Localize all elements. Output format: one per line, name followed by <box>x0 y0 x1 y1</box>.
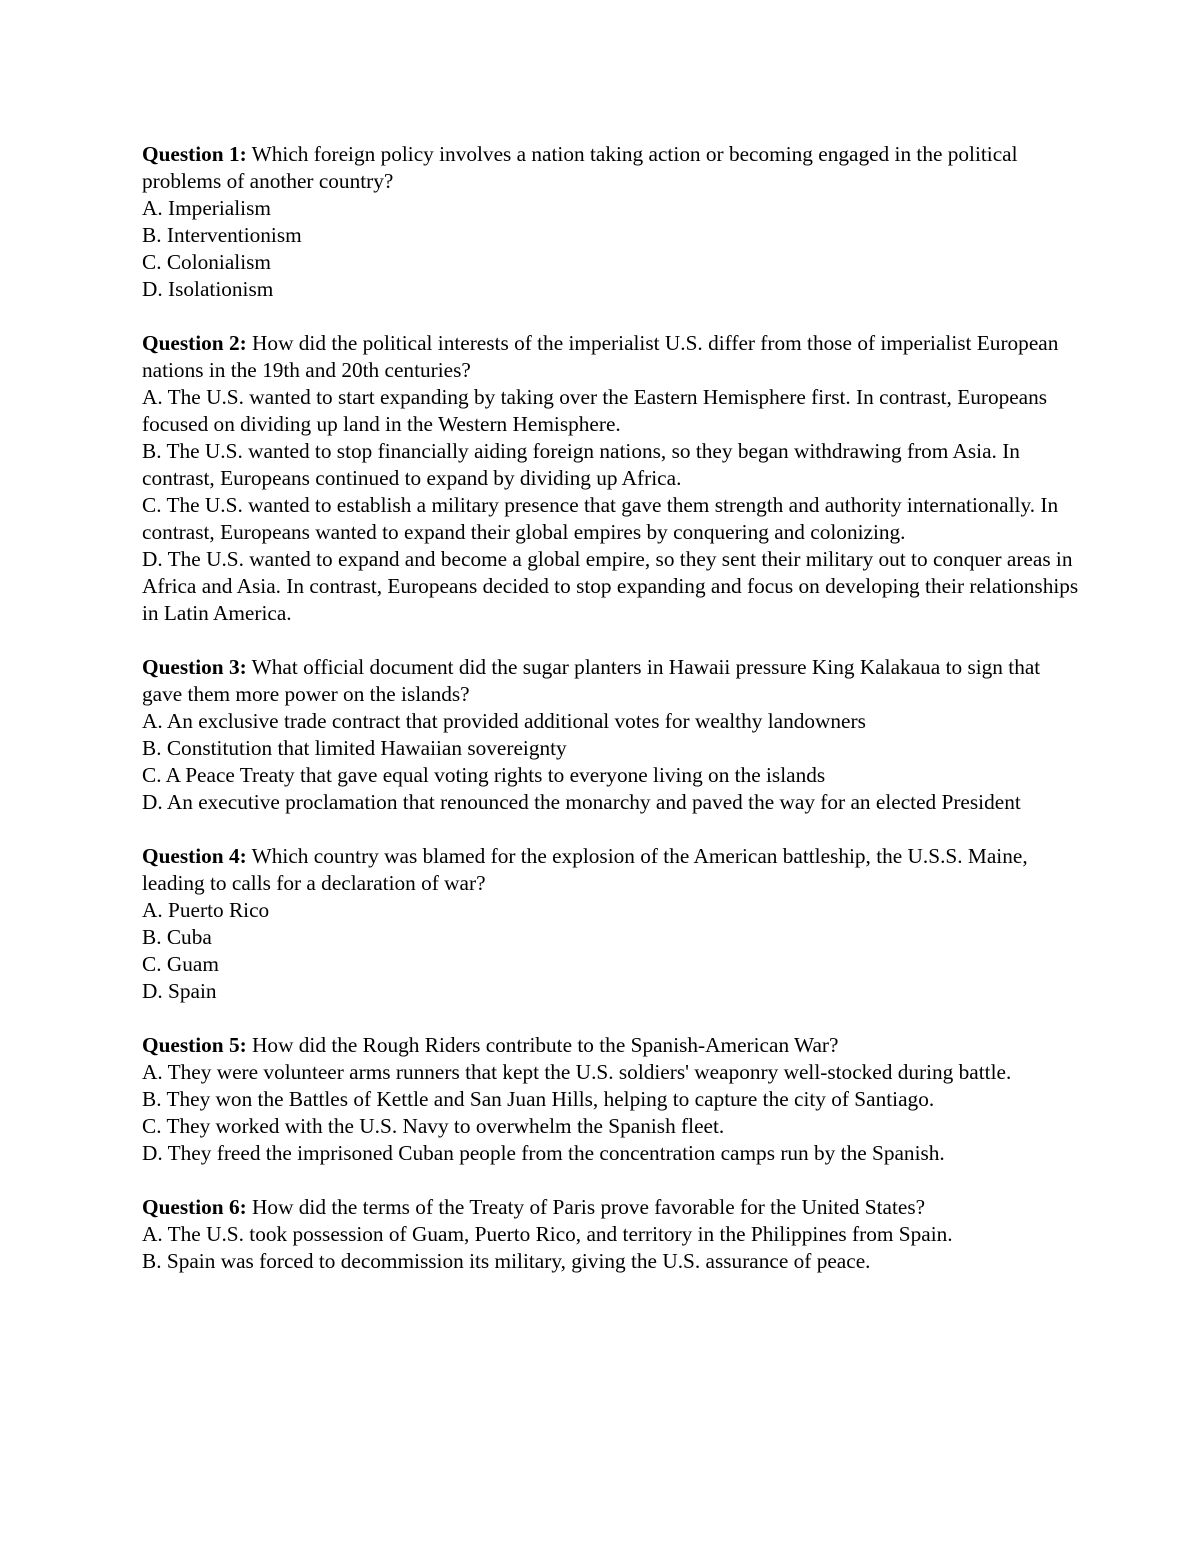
answer-option: B. Spain was forced to decommission its military, giving the U.S. assurance of peace. <box>142 1249 871 1273</box>
question-prompt <box>142 1194 1082 1221</box>
answer-option: C. They worked with the U.S. Navy to overwhelm the Spanish fleet. <box>142 1114 725 1138</box>
question-5 <box>142 1032 1082 1167</box>
document-page <box>142 141 1082 1302</box>
question-prompt <box>142 330 1082 384</box>
question-1 <box>142 141 1082 303</box>
answer-option: D. The U.S. wanted to expand and become a global empire, so they sent their military out to conquer areas in Africa and Asia. In contrast, Europeans decided to stop expanding and focus on developing their relationships in Latin America. <box>142 547 1079 625</box>
answer-option: B. The U.S. wanted to stop financially aiding foreign nations, so they began withdrawing from Asia. In contrast, Europeans continued to expand by dividing up Africa. <box>142 439 1020 490</box>
question-label: Question 2: <box>142 331 247 355</box>
answer-option: C. The U.S. wanted to establish a military presence that gave them strength and authority internationally. In contrast, Europeans wanted to expand their global empires by conquering and colonizing. <box>142 493 1059 544</box>
question-6 <box>142 1194 1082 1275</box>
question-label: Question 3: <box>142 655 247 679</box>
answer-option: A. Puerto Rico <box>142 898 270 922</box>
answer-option: C. A Peace Treaty that gave equal voting rights to everyone living on the islands <box>142 763 826 787</box>
question-text: Which country was blamed for the explosion of the American battleship, the U.S.S. Maine, leading to calls for a declaration of war? <box>142 844 1028 895</box>
question-prompt <box>142 141 1082 195</box>
answer-option: A. An exclusive trade contract that provided additional votes for wealthy landowners <box>142 709 866 733</box>
question-prompt <box>142 654 1082 708</box>
question-prompt <box>142 843 1082 897</box>
answer-option: D. Spain <box>142 979 217 1003</box>
question-text: How did the political interests of the imperialist U.S. differ from those of imperialist European nations in the 19th and 20th centuries? <box>142 331 1059 382</box>
question-text: How did the Rough Riders contribute to the Spanish-American War? <box>252 1033 839 1057</box>
answer-option: D. They freed the imprisoned Cuban people from the concentration camps run by the Spanish. <box>142 1141 945 1165</box>
answer-option: D. Isolationism <box>142 277 274 301</box>
question-2 <box>142 330 1082 627</box>
answer-option: C. Colonialism <box>142 250 271 274</box>
question-text: What official document did the sugar planters in Hawaii pressure King Kalakaua to sign that gave them more power on the islands? <box>142 655 1041 706</box>
question-4 <box>142 843 1082 1005</box>
answer-option: A. The U.S. took possession of Guam, Puerto Rico, and territory in the Philippines from Spain. <box>142 1222 953 1246</box>
answer-option: C. Guam <box>142 952 219 976</box>
answer-option: B. They won the Battles of Kettle and San Juan Hills, helping to capture the city of Santiago. <box>142 1087 935 1111</box>
answer-option: B. Interventionism <box>142 223 302 247</box>
question-prompt <box>142 1032 1082 1059</box>
question-text: Which foreign policy involves a nation taking action or becoming engaged in the political problems of another country? <box>142 142 1018 193</box>
question-label: Question 4: <box>142 844 247 868</box>
answer-option: D. An executive proclamation that renounced the monarchy and paved the way for an elected President <box>142 790 1021 814</box>
question-3 <box>142 654 1082 816</box>
answer-option: B. Constitution that limited Hawaiian sovereignty <box>142 736 567 760</box>
answer-option: A. The U.S. wanted to start expanding by taking over the Eastern Hemisphere first. In contrast, Europeans focused on dividing up land in the Western Hemisphere. <box>142 385 1048 436</box>
question-text: How did the terms of the Treaty of Paris prove favorable for the United States? <box>252 1195 926 1219</box>
answer-option: B. Cuba <box>142 925 212 949</box>
question-label: Question 6: <box>142 1195 247 1219</box>
question-label: Question 5: <box>142 1033 247 1057</box>
question-label: Question 1: <box>142 142 247 166</box>
answer-option: A. They were volunteer arms runners that kept the U.S. soldiers' weaponry well-stocked during battle. <box>142 1060 1012 1084</box>
answer-option: A. Imperialism <box>142 196 271 220</box>
